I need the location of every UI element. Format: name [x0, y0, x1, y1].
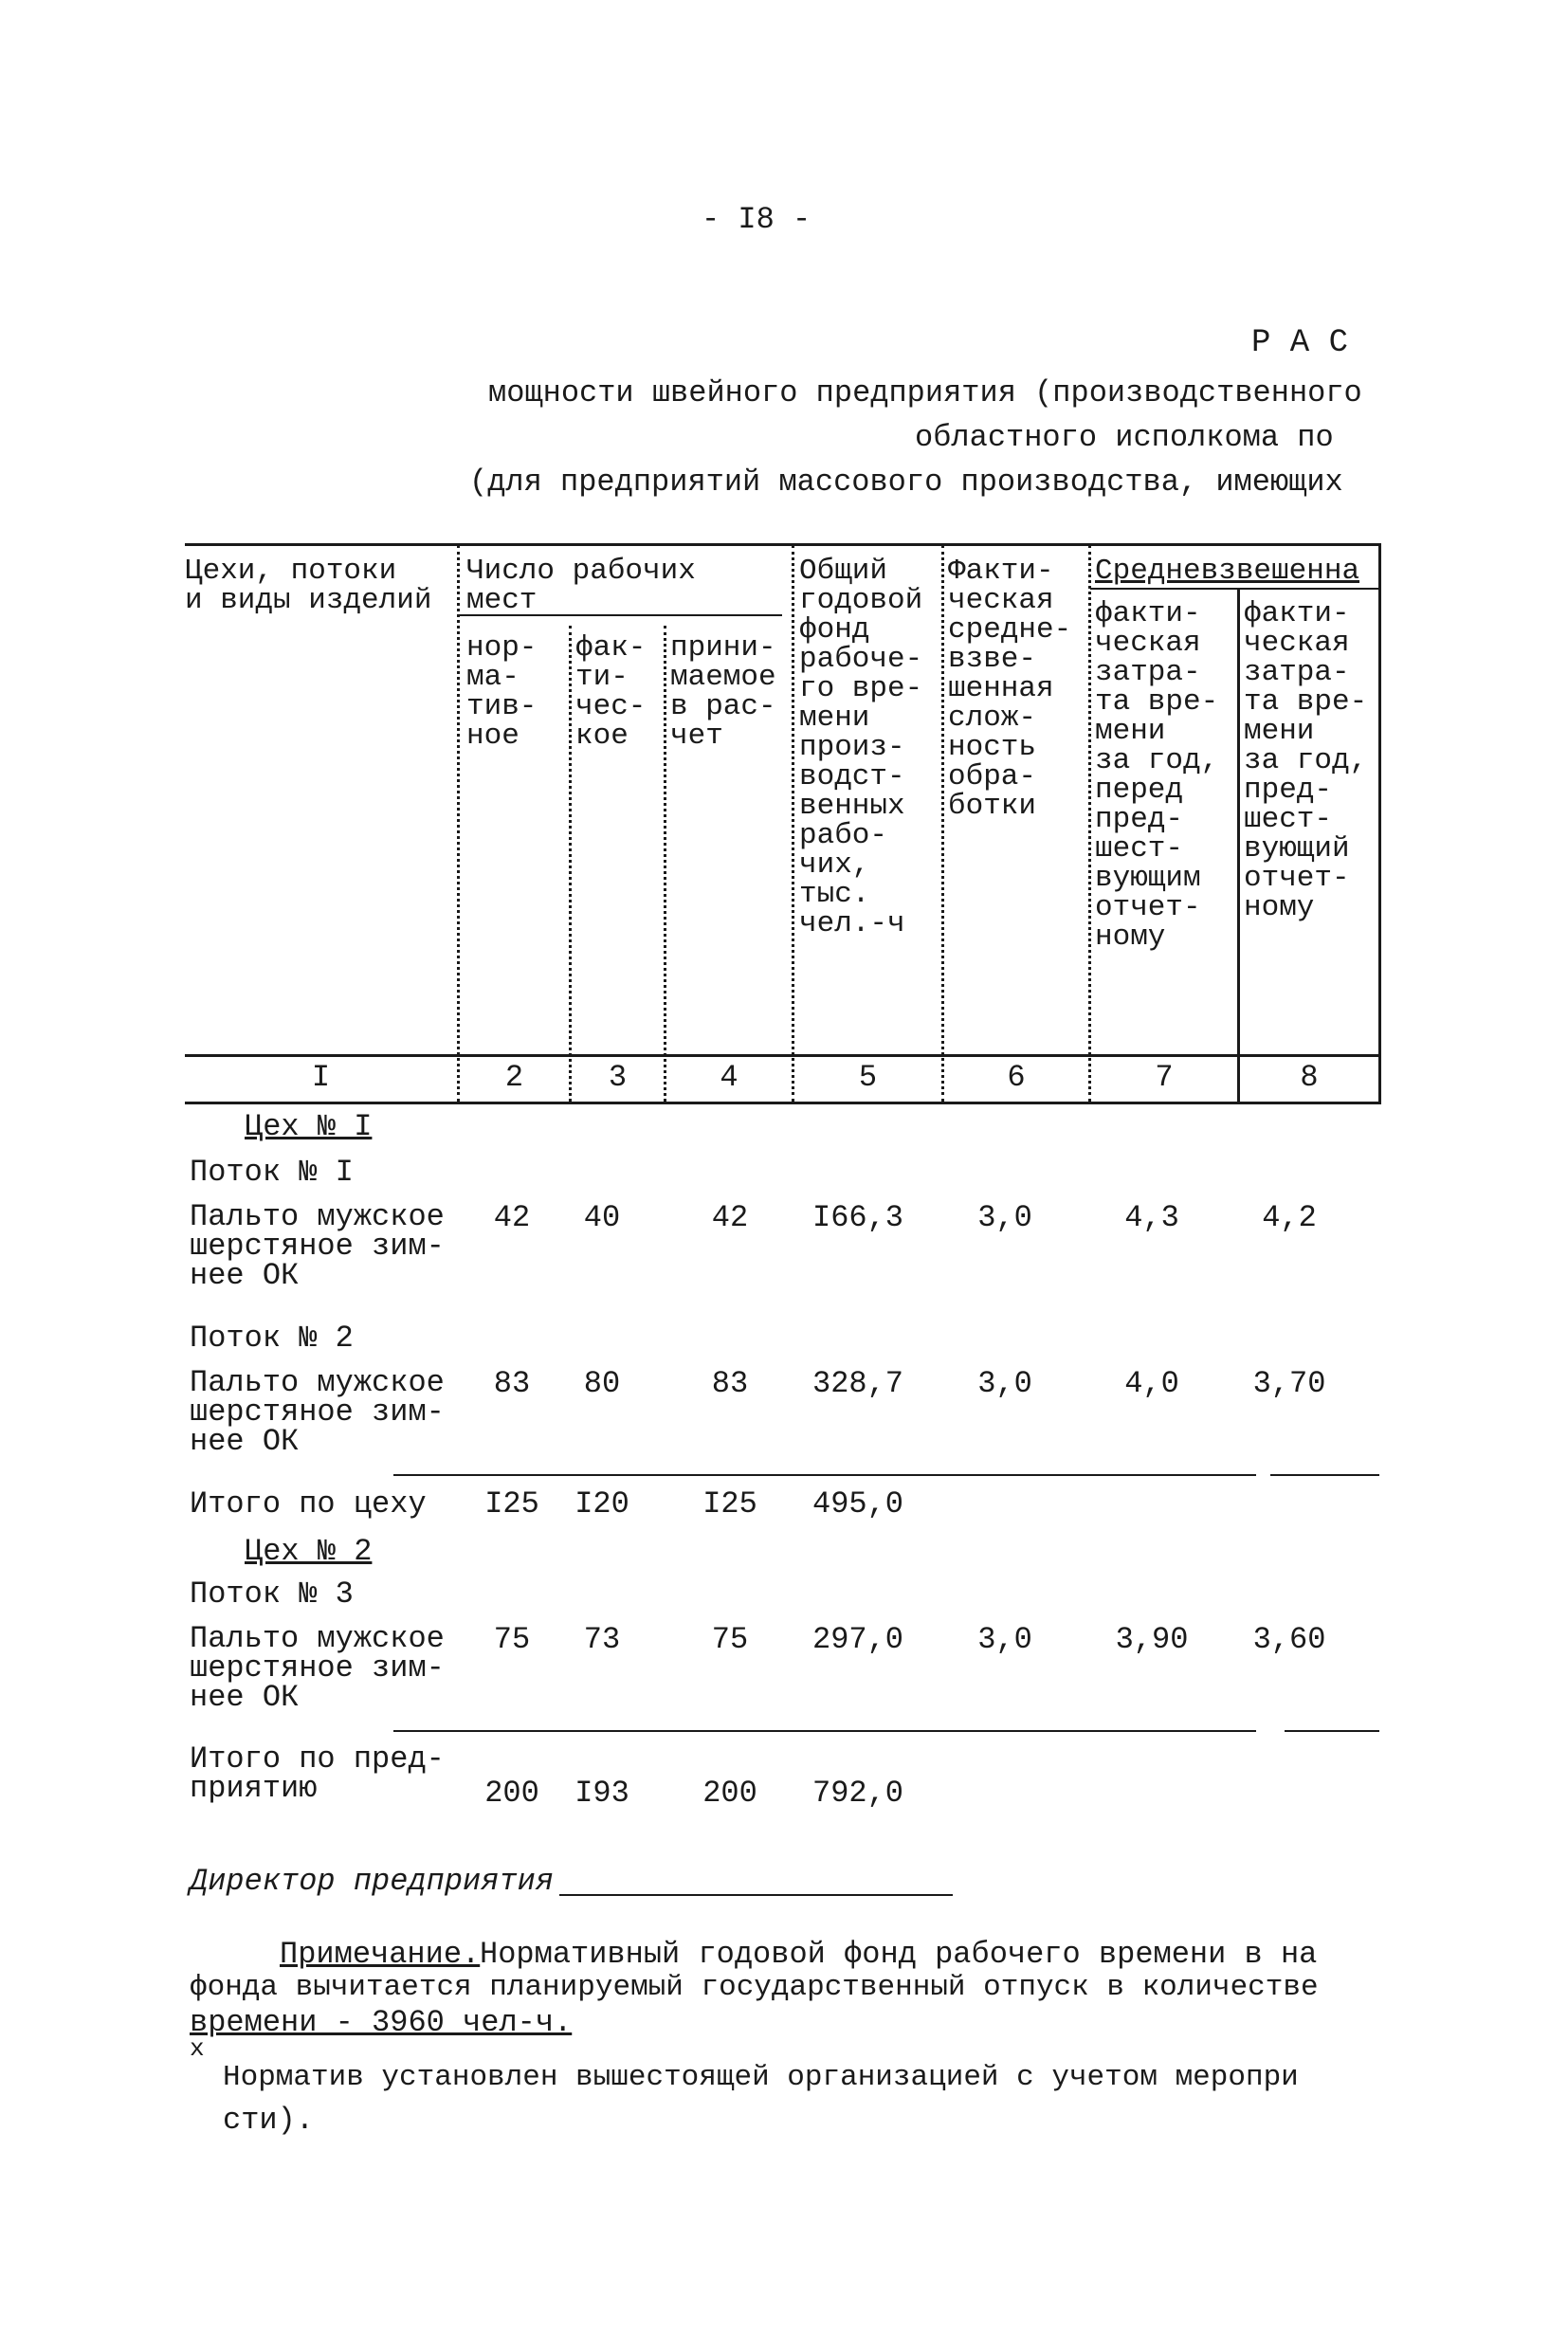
title-line-4: (для предприятий массового производства, имеющих: [469, 465, 1343, 500]
flow-3-col5: 297,0: [811, 1622, 903, 1657]
flow-3-col7: 3,90: [1115, 1622, 1189, 1657]
header-col4: прини- маемое в рас- чет: [670, 631, 776, 753]
header-col6: Факти- ческая средне- взве- шенная слож- ность обра- ботки: [948, 555, 1072, 823]
subtotal-rule-2b: [1285, 1730, 1379, 1732]
flow-1-col7: 4,3: [1124, 1200, 1179, 1235]
col-number-8: 8: [1300, 1060, 1319, 1095]
col-number-4: 4: [720, 1060, 738, 1095]
flow-1-item: Пальто мужское шерстяное зим- нее ОК: [190, 1199, 445, 1293]
shop-2-heading: Цех № 2: [245, 1534, 373, 1569]
header-col8: факти- ческая затра- та вре- мени за год, пред- шест- вующий отчет- ному: [1244, 597, 1368, 924]
note-text-3: времени - 3960 чел-ч.: [190, 2005, 573, 2040]
table-right-border: [1378, 545, 1381, 1102]
shop-1-heading: Цех № I: [245, 1109, 373, 1144]
header-col5: Общий годовой фонд рабоче- го вре- мени произ- водст- венных рабо- чих, тыс. чел.-ч: [799, 555, 923, 940]
header-col3: фак- ти- чес- кое: [575, 631, 647, 753]
header-col1: Цехи, потоки и виды изделий: [185, 555, 432, 617]
flow-2-col5: 328,7: [811, 1366, 903, 1401]
total-enterprise-col3: I93: [574, 1776, 629, 1811]
total-enterprise-label: Итого по пред- приятию: [190, 1741, 445, 1806]
page-number: - I8 -: [702, 202, 811, 237]
flow-2-col2: 83: [493, 1366, 531, 1401]
flow-1-col6: 3,0: [977, 1200, 1032, 1235]
col-divider-4: [792, 545, 794, 1102]
col-number-6: 6: [1007, 1060, 1026, 1095]
flow-2-col7: 4,0: [1124, 1366, 1179, 1401]
subtotal-rule-2: [393, 1730, 1256, 1732]
col-divider-7: [1237, 590, 1240, 1102]
header-bottom-border: [185, 1054, 1381, 1057]
flow-1-col2: 42: [493, 1200, 531, 1235]
title-line-3: областного исполкома по: [915, 420, 1334, 455]
col-divider-1: [457, 545, 460, 1102]
flow-3-col2: 75: [493, 1622, 531, 1657]
col-numbers-bottom-border: [185, 1102, 1381, 1104]
col-number-7: 7: [1155, 1060, 1174, 1095]
flow-3-col4: 75: [711, 1622, 749, 1657]
flow-3-col8: 3,60: [1252, 1622, 1326, 1657]
signature-label: Директор предприятия: [190, 1864, 555, 1899]
header-col7: факти- ческая затра- та вре- мени за год, перед пред- шест- вующим отчет- ному: [1095, 597, 1219, 954]
col-divider-3: [664, 626, 666, 1102]
note-text-1: Нормативный годовой фонд рабочего времени в на: [480, 1937, 1318, 1972]
total-shop-col3: I20: [574, 1486, 629, 1522]
flow-2-heading: Поток № 2: [190, 1321, 354, 1356]
subtotal-rule-1: [393, 1474, 1256, 1476]
subtotal-rule-1b: [1270, 1474, 1379, 1476]
header-col2: нор- ма- тив- ное: [466, 631, 538, 753]
flow-3-heading: Поток № 3: [190, 1576, 354, 1612]
flow-2-col6: 3,0: [977, 1366, 1032, 1401]
total-shop-col5: 495,0: [811, 1486, 903, 1522]
footnote-text-2: сти).: [223, 2103, 315, 2138]
flow-3-item: Пальто мужское шерстяное зим- нее ОК: [190, 1621, 445, 1715]
total-enterprise-col5: 792,0: [811, 1776, 903, 1811]
footnote-mark: х: [190, 2034, 205, 2063]
table-group-underline-weighted: [1090, 588, 1381, 590]
note-label: Примечание.: [280, 1937, 481, 1972]
flow-2-col8: 3,70: [1252, 1366, 1326, 1401]
total-shop-label: Итого по цеху: [190, 1486, 427, 1522]
table-top-border: [185, 543, 1381, 546]
title-line-2: мощности швейного предприятия (производственного: [488, 375, 1362, 410]
signature-line: [559, 1894, 953, 1896]
col-number-3: 3: [608, 1060, 628, 1095]
flow-2-col3: 80: [583, 1366, 621, 1401]
flow-1-col8: 4,2: [1262, 1200, 1317, 1235]
total-enterprise-col2: 200: [484, 1776, 539, 1811]
flow-3-col3: 73: [583, 1622, 621, 1657]
flow-1-col3: 40: [583, 1200, 621, 1235]
flow-1-col4: 42: [711, 1200, 749, 1235]
footnote-text-1: Норматив установлен вышестоящей организацией с учетом меропри: [223, 2061, 1299, 2094]
col-number-2: 2: [504, 1060, 524, 1095]
note-text-2: фонда вычитается планируемый государственный отпуск в количестве: [190, 1971, 1319, 2004]
header-group-workplaces: Число рабочих мест: [466, 555, 696, 617]
flow-3-col6: 3,0: [977, 1622, 1032, 1657]
col-number-5: 5: [858, 1060, 878, 1095]
header-group-weighted: Средневзвешенна: [1095, 555, 1360, 588]
flow-2-col4: 83: [711, 1366, 749, 1401]
flow-2-item: Пальто мужское шерстяное зим- нее ОК: [190, 1365, 445, 1459]
col-divider-5: [941, 545, 944, 1102]
total-shop-col4: I25: [702, 1486, 757, 1522]
total-enterprise-col4: 200: [702, 1776, 757, 1811]
col-divider-6: [1088, 545, 1091, 1102]
col-number-1: I: [311, 1060, 331, 1095]
title-line-1: Р А С: [1251, 325, 1349, 361]
total-shop-col2: I25: [484, 1486, 539, 1522]
col-divider-2: [569, 626, 572, 1102]
flow-1-col5: I66,3: [811, 1200, 903, 1235]
flow-1-heading: Поток № I: [190, 1155, 354, 1190]
